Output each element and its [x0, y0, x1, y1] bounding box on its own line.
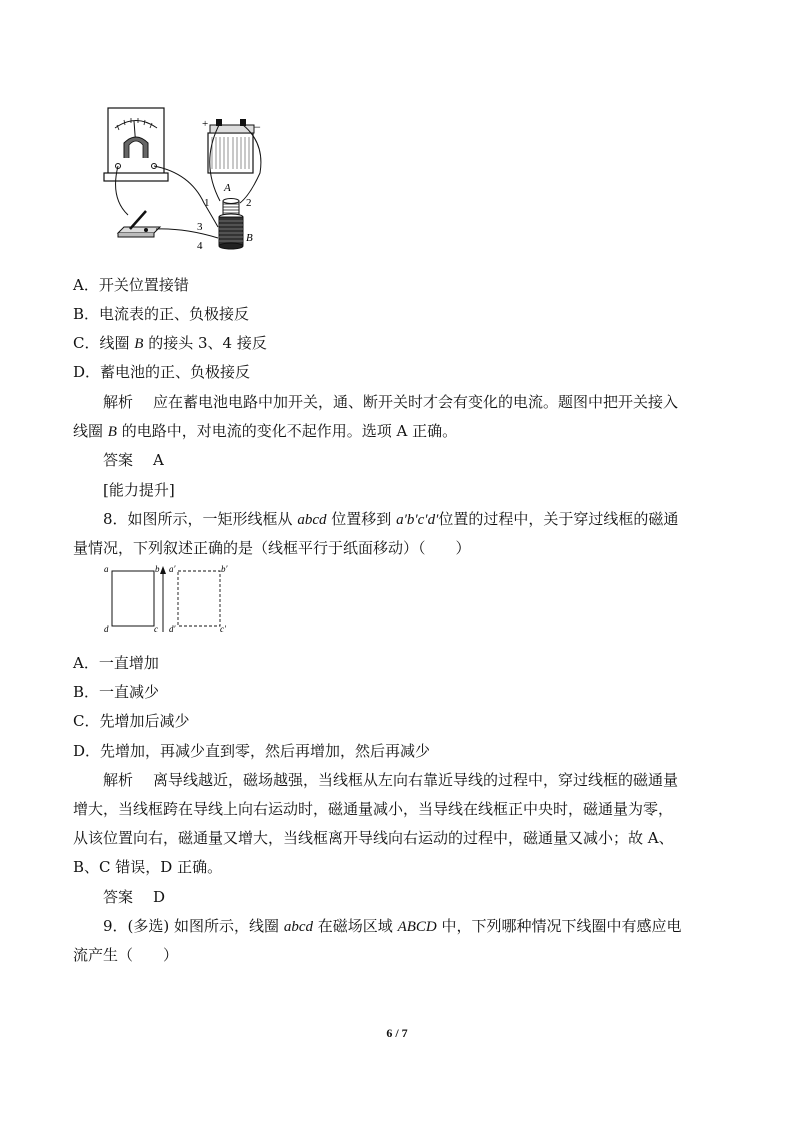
svg-text:B: B — [246, 232, 253, 244]
analysis-q8-line4: B、C 错误，D 正确。 — [73, 858, 223, 876]
svg-text:b′: b′ — [221, 564, 228, 574]
q8-option-b: B．一直减少 — [73, 683, 160, 701]
frame-abcd-prime — [178, 571, 220, 626]
question-8-stem-line2: 量情况，下列叙述正确的是（线框平行于纸面移动）（ ） — [73, 539, 471, 557]
analysis-q7-line2: 线圈 B 的电路中，对电流的变化不起作用。选项 A 正确。 — [73, 422, 458, 440]
svg-text:1: 1 — [204, 197, 210, 209]
question-9-stem-line2: 流产生（ ） — [73, 946, 179, 964]
battery — [208, 119, 254, 173]
option-b: B．电流表的正、负极接反 — [73, 305, 250, 323]
svg-text:c: c — [154, 624, 158, 634]
svg-text:4: 4 — [197, 240, 203, 252]
frame-abcd — [112, 571, 154, 626]
question-8-stem-line1: 8．如图所示，一矩形线框从 abcd 位置移到 a′b′c′d′位置的过程中，关于穿过线框的磁通 — [103, 510, 679, 528]
analysis-q8-line2: 增大，当线框跨在导线上向右运动时，磁通量减小，当导线在线框正中央时，磁通量为零， — [73, 800, 674, 818]
analysis-q8-line1: 解析 离导线越近，磁场越强，当线框从左向右靠近导线的过程中，穿过线框的磁通量 — [103, 771, 679, 789]
question-9-stem-line1: 9．(多选) 如图所示，线圈 abcd 在磁场区域 ABCD 中，下列哪种情况下线圈中有感应电 — [103, 917, 682, 935]
option-a: A．开关位置接错 — [73, 276, 189, 294]
svg-text:b: b — [155, 564, 160, 574]
svg-text:c′: c′ — [220, 624, 226, 634]
svg-text:d′: d′ — [169, 624, 176, 634]
answer-q8: 答案 D — [103, 888, 166, 906]
section-heading: [能力提升] — [103, 481, 175, 499]
svg-text:A: A — [224, 182, 231, 194]
coils — [219, 199, 243, 250]
q8-option-c: C．先增加后减少 — [73, 712, 190, 730]
q8-option-d: D．先增加，再减少直到零，然后再增加，然后再减少 — [73, 742, 431, 760]
svg-text:2: 2 — [246, 197, 252, 209]
option-c: C．线圈 B 的接头 3、4 接反 — [73, 334, 267, 352]
circuit-figure — [100, 103, 275, 253]
answer-q7: 答案 A — [103, 451, 164, 469]
frame-figure — [103, 562, 233, 638]
analysis-q8-line3: 从该位置向右，磁通量又增大，当线框离开导线向右运动的过程中，磁通量又减小；故 A、 — [73, 829, 674, 847]
svg-text:−: − — [254, 120, 261, 134]
analysis-q7-line1: 解析 应在蓄电池电路中加开关，通、断开关时才会有变化的电流。题图中把开关接入 — [103, 393, 679, 411]
page-number: 6 / 7 — [386, 1026, 408, 1040]
q8-option-a: A．一直增加 — [73, 654, 159, 672]
svg-text:d: d — [104, 624, 109, 634]
option-d: D．蓄电池的正、负极接反 — [73, 363, 251, 381]
svg-text:+: + — [202, 118, 209, 130]
svg-text:a′: a′ — [169, 564, 176, 574]
svg-text:a: a — [104, 564, 109, 574]
svg-text:3: 3 — [197, 221, 203, 233]
switch — [118, 211, 160, 237]
